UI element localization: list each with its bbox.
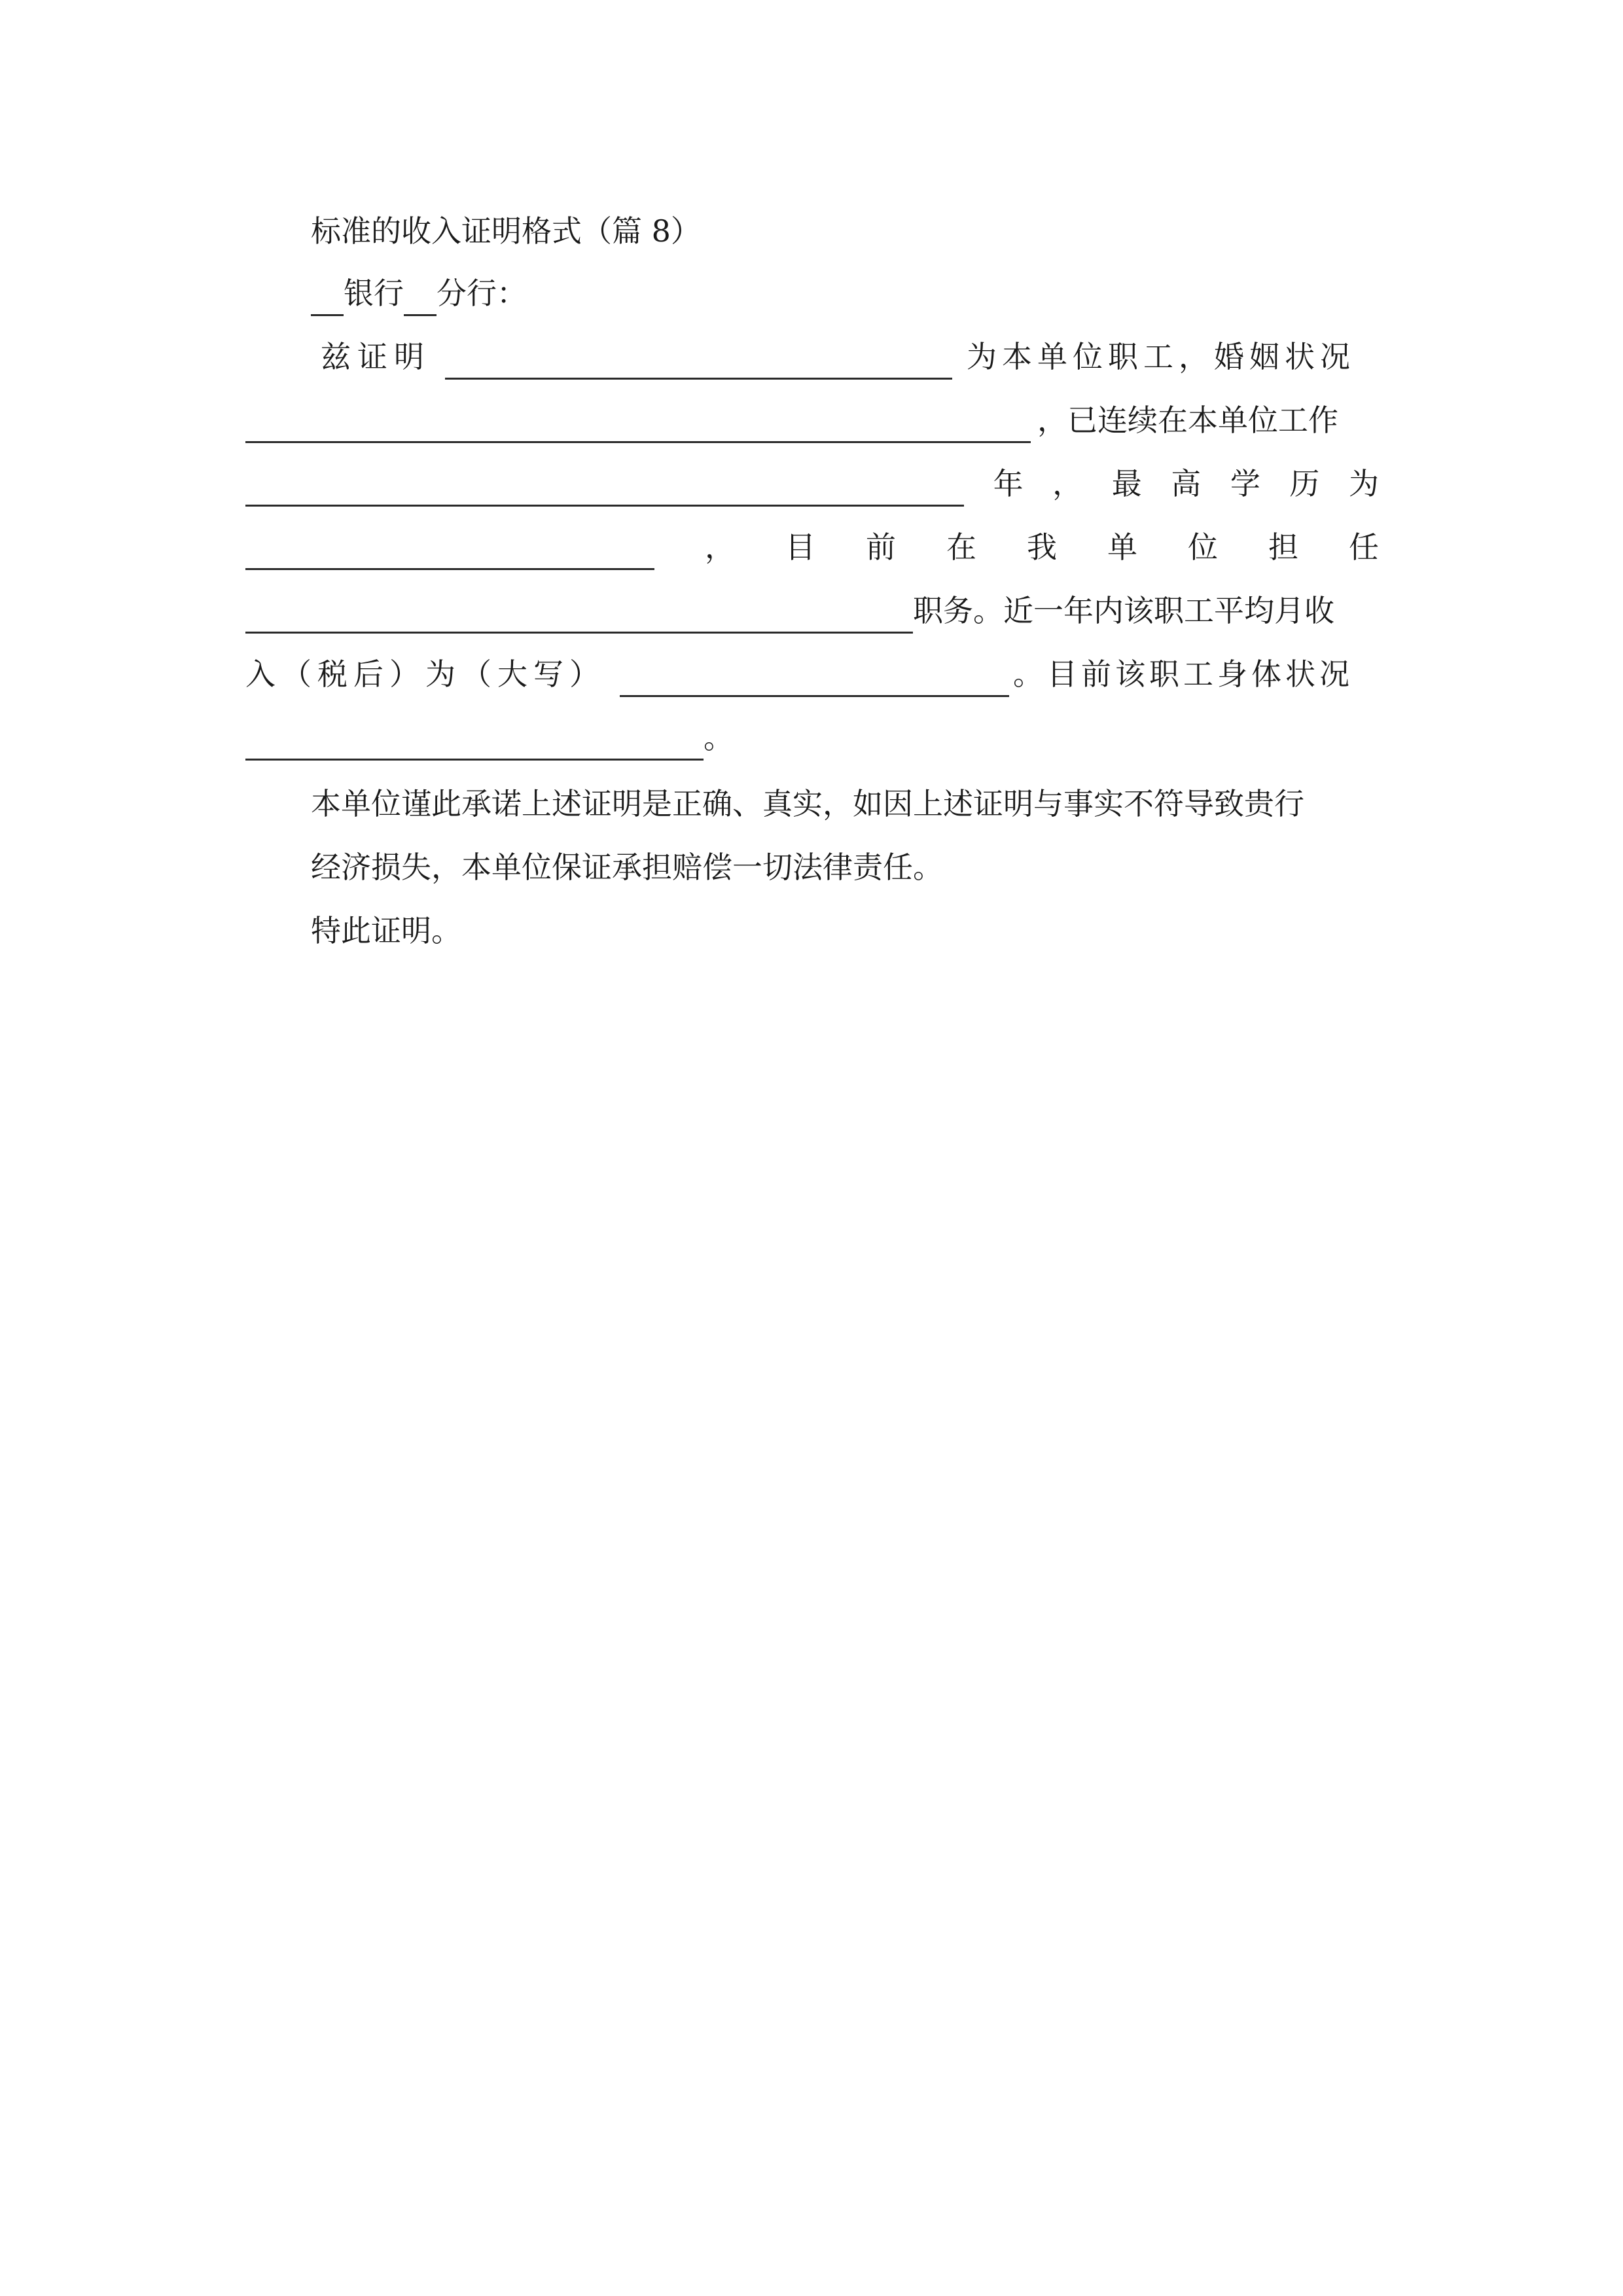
line3-word: 为 (1348, 466, 1379, 501)
employee-name-blank (445, 344, 952, 380)
employee-clause: 为本单位职工，婚姻状况 (967, 339, 1355, 374)
line4-word: 我 (1027, 529, 1057, 565)
line3-word: 历 (1289, 466, 1320, 501)
income-amount-blank (620, 661, 1009, 697)
branch-name-blank (404, 280, 437, 316)
position-blank (245, 598, 913, 634)
closing-text: 特此证明。 (311, 913, 461, 948)
health-status-blank (245, 725, 704, 761)
line3-word: 学 (1230, 466, 1260, 501)
body-line-4 (245, 524, 1379, 570)
bank-suffix: 银行 (344, 276, 404, 311)
body-line-7 (245, 715, 734, 761)
line3-word: 高 (1171, 466, 1202, 501)
final-period: 。 (704, 720, 734, 755)
promise-text-2: 经济损失，本单位保证承担赔偿一切法律责任。 (311, 850, 943, 885)
body-line-1 (321, 334, 1379, 380)
certify-prefix: 兹证明 (321, 339, 431, 374)
line4-word: 目 (785, 529, 815, 565)
income-clause: 职务。近一年内该职工平均月收 (913, 593, 1334, 628)
promise-line-2 (311, 844, 943, 890)
marital-status-blank (245, 407, 1031, 443)
line3-word: ， (1052, 466, 1083, 501)
closing (311, 908, 461, 954)
body-line-3 (245, 461, 1379, 507)
tenure-clause: ，已连续在本单位工作 (1037, 403, 1338, 438)
body-line-2 (245, 397, 1379, 443)
branch-suffix: 分行： (437, 276, 527, 311)
line3-word: 最 (1111, 466, 1142, 501)
title-text: 标准的收入证明格式（篇 8） (311, 213, 701, 249)
line3-word: 年 (993, 466, 1024, 501)
body-line-5 (245, 588, 1379, 634)
promise-line-1 (311, 781, 1304, 827)
line4-word: 位 (1188, 529, 1218, 565)
line4-word: 单 (1107, 529, 1137, 565)
salutation (311, 270, 527, 316)
health-clause: 。目前该职工身体状况 (1013, 656, 1353, 692)
bank-name-blank (311, 280, 344, 316)
work-years-blank (245, 471, 964, 507)
line4-word: 担 (1268, 529, 1298, 565)
line4-word: ， (705, 529, 735, 565)
line4-word: 任 (1349, 529, 1379, 565)
line4-word: 在 (946, 529, 976, 565)
education-blank (245, 534, 654, 570)
promise-text-1: 本单位谨此承诺上述证明是正确、真实，如因上述证明与事实不符导致贵行 (311, 786, 1304, 821)
body-line-6 (245, 651, 1379, 697)
document-title (311, 208, 701, 254)
income-prefix: 入（税后）为（大写） (245, 656, 605, 692)
line4-word: 前 (866, 529, 896, 565)
